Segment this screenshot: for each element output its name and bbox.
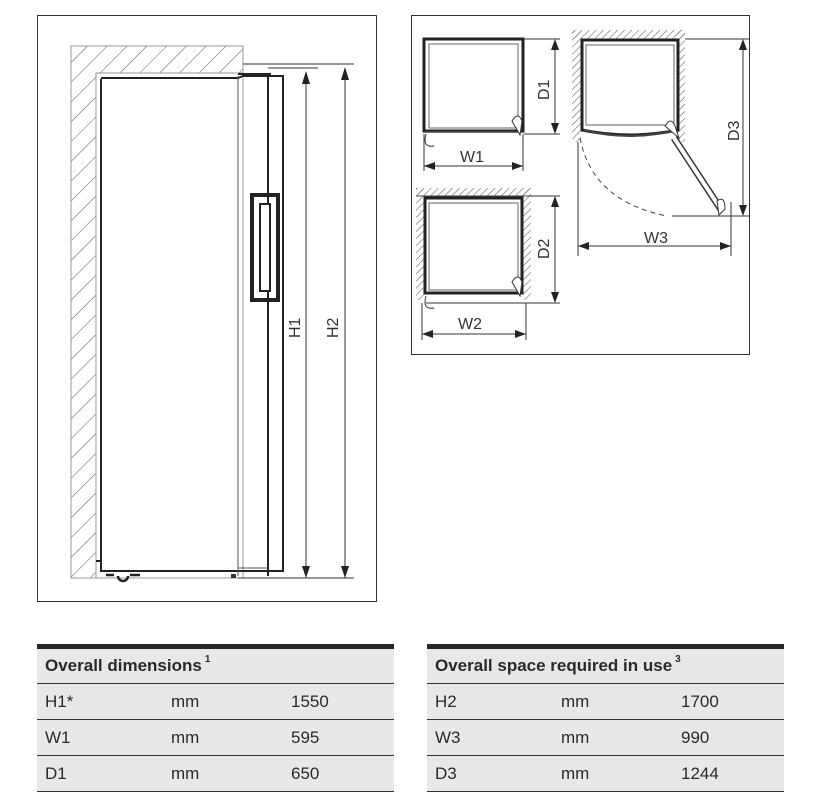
row-unit: mm (561, 728, 590, 747)
table-title: Overall dimensions (45, 656, 202, 675)
table-row (37, 684, 394, 720)
row-value: 1550 (291, 692, 329, 711)
table-row (37, 720, 394, 756)
top-view-drawing (412, 16, 749, 354)
table-header (37, 649, 394, 684)
d2-label: D2 (536, 238, 553, 259)
w2-label: W2 (458, 316, 482, 333)
row-label: D1 (45, 764, 67, 783)
row-value: 1700 (681, 692, 719, 711)
h2-label: H2 (325, 317, 342, 338)
top-view-diagram (411, 15, 750, 355)
d1-label: D1 (536, 79, 553, 100)
h1-label: H1 (287, 317, 304, 338)
table-row (427, 684, 784, 720)
footnote-marker: 1 (204, 654, 211, 665)
row-label: D3 (435, 764, 457, 783)
row-value: 595 (291, 728, 320, 747)
row-label: W1 (45, 728, 71, 747)
table-row (427, 756, 784, 792)
side-view-drawing (38, 16, 376, 601)
w3-label: W3 (644, 230, 668, 247)
side-view-diagram (37, 15, 377, 602)
table-header (427, 649, 784, 684)
d3-label: D3 (726, 120, 743, 141)
row-unit: mm (171, 692, 200, 711)
row-unit: mm (171, 728, 200, 747)
space-required-table (427, 644, 784, 792)
table-title: Overall space required in use (435, 656, 673, 675)
row-unit: mm (171, 764, 200, 783)
row-label: H2 (435, 692, 457, 711)
table-row (427, 720, 784, 756)
row-unit: mm (561, 764, 590, 783)
row-value: 650 (291, 764, 320, 783)
footnote-marker: 3 (675, 654, 681, 665)
row-label: W3 (435, 728, 461, 747)
row-value: 1244 (681, 764, 719, 783)
row-value: 990 (681, 728, 710, 747)
row-unit: mm (561, 692, 590, 711)
row-label: H1* (45, 692, 74, 711)
overall-dimensions-table (37, 644, 394, 792)
table-row (37, 756, 394, 792)
w1-label: W1 (460, 149, 484, 166)
